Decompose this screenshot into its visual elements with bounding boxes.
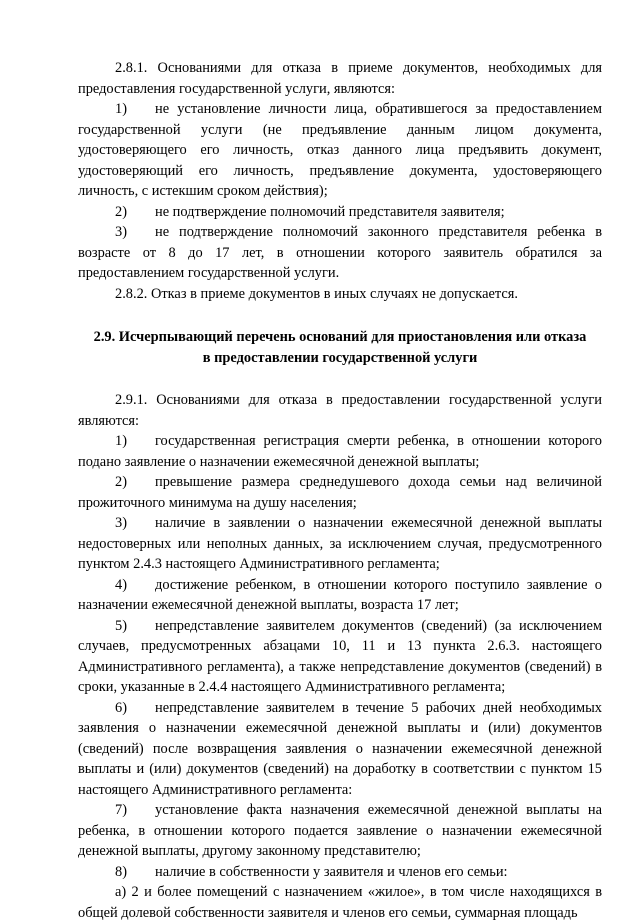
- list-item: [78, 472, 602, 513]
- list-item-number: 1): [115, 101, 127, 117]
- paragraph-2-8-1: 2.8.1. Основаниями для отказа в приеме документов, необходимых для предоставления государственной услуги, являются:: [78, 60, 602, 97]
- list-item: [78, 800, 602, 862]
- list-item: [78, 575, 602, 616]
- section-heading-line-1: 2.9. Исчерпывающий перечень оснований для приостановления или отказа: [93, 329, 587, 345]
- list-item-number: 1): [115, 433, 127, 449]
- list-item: [78, 222, 602, 284]
- list-item-text: превышение размера среднедушевого дохода семьи над величиной прожиточного минимума на душу населения;: [78, 474, 602, 511]
- list-item-text: наличие в собственности у заявителя и членов его семьи:: [155, 863, 508, 880]
- paragraph-2-9-1: 2.9.1. Основаниями для отказа в предоставлении государственной услуги являются:: [78, 392, 602, 429]
- list-item: [78, 431, 602, 472]
- list-item-text: непредставление заявителем в течение 5 рабочих дней необходимых заявления о назначении ежемесячной денежной выплаты и (или) документов (сведений) после возвращения заявления о назначении ежемесячной денежной выплаты и (или) документов (сведений) на доработку в соответствии с пунктом 15 настоящего Административного регламента:: [78, 699, 602, 798]
- section-heading-line-2: в предоставлении государственной услуги: [202, 350, 478, 366]
- sub-item-a: а) 2 и более помещений с назначением «жилое», в том числе находящихся в общей долевой собственности заявителя и членов его семьи, суммарная площадь: [78, 884, 602, 921]
- list-item-text: установление факта назначения ежемесячной денежной выплаты на ребенка, в отношении которого подается заявление о назначении ежемесячной денежной выплаты, другому законному представителю;: [78, 802, 602, 859]
- list-item-text: достижение ребенком, в отношении которого поступило заявление о назначении ежемесячной денежной выплаты, возраста 17 лет;: [78, 576, 602, 613]
- list-item-text: наличие в заявлении о назначении ежемесячной денежной выплаты недостоверных или неполных данных, за исключением случая, предусмотренного пунктом 2.4.3 настоящего Административного регламента;: [78, 515, 602, 572]
- list-item-number: 8): [115, 863, 127, 880]
- list-item-number: 3): [115, 224, 127, 240]
- list-item-number: 2): [115, 203, 127, 220]
- document-page: [78, 58, 602, 923]
- list-item-number: 6): [115, 699, 127, 716]
- list-item-number: 5): [115, 617, 127, 634]
- list-item-text: не подтверждение полномочий представителя заявителя;: [155, 203, 505, 220]
- list-item: [78, 616, 602, 698]
- list-item-text: непредставление заявителем документов (сведений) (за исключением случаев, предусмотренных абзацами 10, 11 и 13 пункта 2.6.3. настоящего Административного регламента), а также непредставление документов (сведений) в сроки, указанные в 2.4.4 настоящего Административного регламента;: [78, 617, 602, 695]
- list-item: [78, 698, 602, 801]
- list-item-number: 2): [115, 474, 127, 490]
- list-item-text: не подтверждение полномочий законного представителя ребенка в возрасте от 8 до 17 лет, в отношении которого заявитель обратился за предоставлением государственной услуги.: [78, 224, 602, 281]
- list-item-number: 7): [115, 802, 127, 818]
- list-item-number: 4): [115, 576, 127, 593]
- list-item-text: государственная регистрация смерти ребенка, в отношении которого подано заявление о назначении ежемесячной денежной выплаты;: [78, 433, 602, 470]
- list-item: [78, 202, 602, 223]
- list-item: [78, 99, 602, 202]
- section-heading-2-9: [78, 327, 602, 369]
- list-item-text: не установление личности лица, обратившегося за предоставлением государственной услуги (не предъявление данным лицом документа, удостоверяющего его личность, отказ данного лица предъявить документ, удостоверяющий его личность, предъявление документа, удостоверяющего личность, с истекшим сроком действия);: [78, 101, 602, 199]
- paragraph-2-8-2: 2.8.2. Отказ в приеме документов в иных случаях не допускается.: [115, 285, 518, 302]
- list-item-number: 3): [115, 515, 127, 531]
- list-item: [78, 513, 602, 575]
- list-item: [78, 862, 602, 883]
